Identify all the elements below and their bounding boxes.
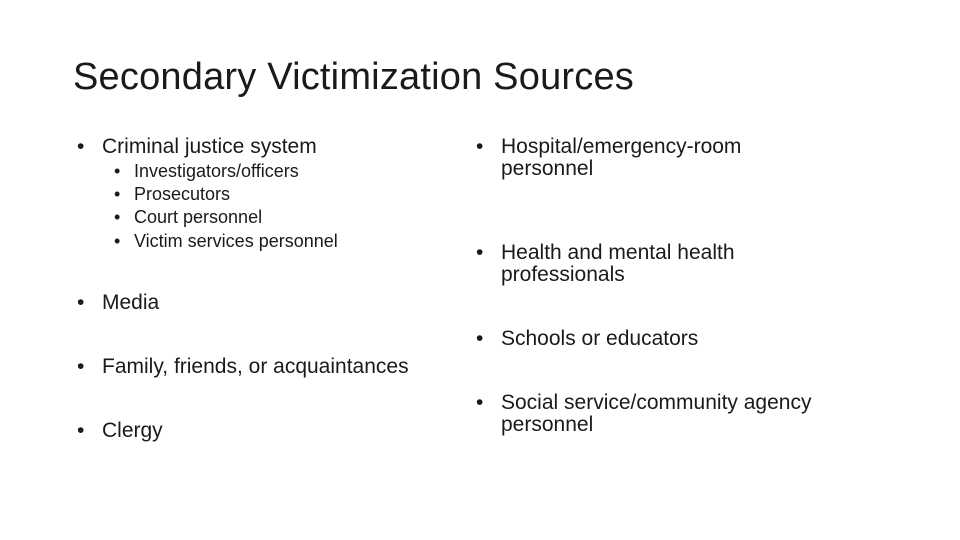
bullet-label: Criminal justice system: [102, 135, 317, 158]
sub-bullet-label: Court personnel: [134, 207, 263, 227]
sub-bullet-dot: •: [114, 231, 121, 251]
bullet-label-line1: Hospital/emergency-room: [501, 135, 742, 158]
bullet-label-line2: personnel: [501, 157, 594, 180]
bullet-label: Media: [102, 291, 160, 314]
bullet-label-line1: Health and mental health: [501, 241, 735, 264]
sub-bullet-label: Prosecutors: [134, 184, 231, 204]
bullet-dot: •: [476, 391, 484, 414]
bullet-dot: •: [77, 419, 85, 442]
sub-bullet-dot: •: [114, 161, 121, 181]
bullet-label-line2: personnel: [501, 413, 594, 436]
bullet-label-line1: Social service/community agency: [501, 391, 812, 414]
sub-bullet-dot: •: [114, 184, 121, 204]
bullet-dot: •: [77, 355, 85, 378]
bullet-label: Clergy: [102, 419, 163, 442]
bullet-dot: •: [476, 135, 484, 158]
bullet-dot: •: [476, 327, 484, 350]
bullet-label-line1: Schools or educators: [501, 327, 699, 350]
sub-bullet-label: Investigators/officers: [134, 161, 299, 181]
sub-bullet-dot: •: [114, 207, 121, 227]
bullet-dot: •: [476, 241, 484, 264]
bullet-label-line2: professionals: [501, 263, 625, 286]
bullet-dot: •: [77, 135, 85, 158]
slide-title: Secondary Victimization Sources: [73, 56, 634, 98]
sub-bullet-label: Victim services personnel: [134, 231, 338, 251]
bullet-label: Family, friends, or acquaintances: [102, 355, 409, 378]
bullet-dot: •: [77, 291, 85, 314]
